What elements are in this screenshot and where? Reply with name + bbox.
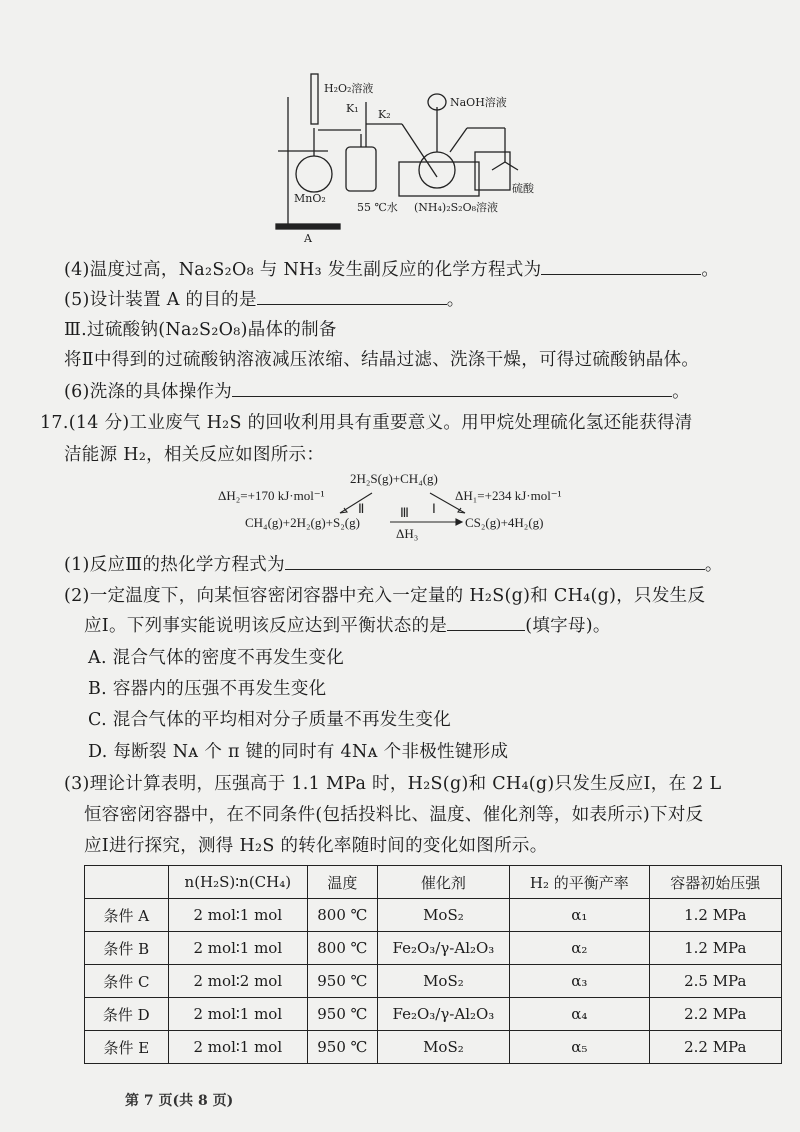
table-cell: 2 mol∶2 mol [168, 965, 307, 998]
table-cell: α₄ [510, 998, 649, 1031]
k2-label: K₂ [378, 108, 391, 121]
table-cell: α₂ [510, 932, 649, 965]
question-4-text: (4)温度过高，Na₂S₂O₈ 与 NH₃ 发生副反应的化学方程式为 [64, 260, 542, 280]
table-cell: 条件 D [85, 998, 169, 1031]
sulfuric-acid-label: 硫酸 [512, 182, 534, 195]
question-6 [64, 378, 690, 403]
experiment-apparatus-diagram [262, 62, 562, 252]
period: 。 [446, 290, 465, 310]
table-cell: Fe₂O₃/γ-Al₂O₃ [377, 932, 509, 965]
question-17-3-line3: 应Ⅰ进行探究，测得 H₂S 的转化率随时间的变化如图所示。 [84, 836, 548, 856]
table-cell: 条件 B [85, 932, 169, 965]
table-cell: 条件 E [85, 1031, 169, 1064]
table-cell: 1.2 MPa [649, 932, 781, 965]
delta-h3-label: ΔH₃ [396, 526, 419, 541]
table-row [85, 899, 782, 932]
table-cell: 950 ℃ [308, 1031, 378, 1064]
table-cell: MoS₂ [377, 965, 509, 998]
question-17-2-line2 [84, 612, 611, 637]
section-3-heading: Ⅲ.过硫酸钠(Na₂S₂O₈)晶体的制备 [64, 320, 337, 340]
question-17-intro-1: 17.(14 分)工业废气 H₂S 的回收利用具有重要意义。用甲烷处理硫化氢还能获得清 [40, 413, 693, 433]
table-header: H₂ 的平衡产率 [510, 866, 649, 899]
table-header-row [85, 866, 782, 899]
answer-blank[interactable] [447, 614, 525, 631]
reaction-diagram [200, 465, 600, 545]
table-cell: Fe₂O₃/γ-Al₂O₃ [377, 998, 509, 1031]
table-header: 温度 [308, 866, 378, 899]
period: 。 [701, 260, 720, 280]
table-cell: 1.2 MPa [649, 899, 781, 932]
h2o2-label: H₂O₂溶液 [324, 82, 374, 95]
table-cell: 条件 A [85, 899, 169, 932]
question-17-3-line1: (3)理论计算表明，压强高于 1.1 MPa 时，H₂S(g)和 CH₄(g)只发生反应Ⅰ，在 2 L [64, 774, 722, 794]
question-17-2-text: 应Ⅰ。下列事实能说明该反应达到平衡状态的是 [84, 616, 448, 636]
option-a: A. 混合气体的密度不再发生变化 [88, 648, 345, 668]
table-cell: 950 ℃ [308, 965, 378, 998]
table-cell: α₁ [510, 899, 649, 932]
period: 。 [672, 382, 690, 402]
table-cell: 2.2 MPa [649, 998, 781, 1031]
question-17-3-line2: 恒容密闭容器中，在不同条件(包括投料比、温度、催化剂等，如表所示)下对反 [84, 805, 704, 825]
table-cell: 2 mol∶1 mol [168, 899, 307, 932]
table-cell: α₅ [510, 1031, 649, 1064]
table-cell: 2 mol∶1 mol [168, 998, 307, 1031]
nh4-solution-label: (NH₄)₂S₂O₈溶液 [414, 201, 498, 214]
table-cell: MoS₂ [377, 899, 509, 932]
table-cell: 800 ℃ [308, 932, 378, 965]
question-5-text: (5)设计装置 A 的目的是 [64, 290, 257, 310]
option-d: D. 每断裂 Nᴀ 个 π 键的同时有 4Nᴀ 个非极性键形成 [88, 742, 509, 762]
products-ii-label: CH₄(g)+2H₂(g)+S₂(g) [245, 515, 360, 530]
table-cell: α₃ [510, 965, 649, 998]
table-header [85, 866, 169, 899]
table-row [85, 998, 782, 1031]
question-6-text: (6)洗涤的具体操作为 [64, 382, 233, 402]
question-17-2-line1: (2)一定温度下，向某恒容密闭容器中充入一定量的 H₂S(g)和 CH₄(g)，只发生反 [64, 586, 706, 606]
question-17-1-text: (1)反应Ⅲ的热化学方程式为 [64, 555, 285, 575]
apparatus-a-label: A [304, 232, 312, 245]
table-cell: MoS₂ [377, 1031, 509, 1064]
answer-blank[interactable] [285, 553, 705, 570]
k1-label: K₁ [346, 102, 359, 115]
answer-blank[interactable] [541, 258, 701, 275]
table-cell: 2 mol∶1 mol [168, 932, 307, 965]
table-header: 容器初始压强 [649, 866, 781, 899]
question-4 [64, 256, 719, 281]
reaction-i-label: Ⅰ [432, 501, 436, 516]
option-c: C. 混合气体的平均相对分子质量不再发生变化 [88, 710, 451, 730]
table-cell: 950 ℃ [308, 998, 378, 1031]
table-cell: 2 mol∶1 mol [168, 1031, 307, 1064]
table-row [85, 1031, 782, 1064]
reactants-label: 2H₂S(g)+CH₄(g) [350, 471, 438, 486]
water-label: 55 ℃水 [357, 201, 398, 214]
option-b: B. 容器内的压强不再发生变化 [88, 679, 327, 699]
conditions-table [84, 865, 782, 1064]
table-cell: 条件 C [85, 965, 169, 998]
products-i-label: CS₂(g)+4H₂(g) [465, 515, 544, 530]
mno2-label: MnO₂ [294, 192, 326, 205]
answer-blank[interactable] [257, 288, 447, 305]
delta-h2-label: ΔH₂=+170 kJ·mol⁻¹ [218, 488, 325, 503]
table-row [85, 965, 782, 998]
period: 。 [704, 555, 723, 575]
page-footer: 第 7 页(共 8 页) [125, 1093, 234, 1109]
question-17-intro-2: 洁能源 H₂，相关反应如图所示： [64, 445, 325, 465]
reaction-iii-label: Ⅲ [400, 505, 409, 520]
fill-hint: (填字母)。 [525, 616, 611, 636]
table-row [85, 932, 782, 965]
section-3-body: 将Ⅱ中得到的过硫酸钠溶液减压浓缩、结晶过滤、洗涤干燥，可得过硫酸钠晶体。 [64, 350, 700, 370]
naoh-label: NaOH溶液 [450, 96, 507, 109]
table-header: 催化剂 [377, 866, 509, 899]
delta-h1-label: ΔH₁=+234 kJ·mol⁻¹ [455, 488, 562, 503]
answer-blank[interactable] [232, 380, 672, 397]
table-cell: 2.5 MPa [649, 965, 781, 998]
table-cell: 800 ℃ [308, 899, 378, 932]
reaction-ii-label: Ⅱ [358, 501, 365, 516]
question-17-1 [64, 551, 723, 576]
table-header: n(H₂S)∶n(CH₄) [168, 866, 307, 899]
question-5 [64, 286, 465, 311]
table-cell: 2.2 MPa [649, 1031, 781, 1064]
